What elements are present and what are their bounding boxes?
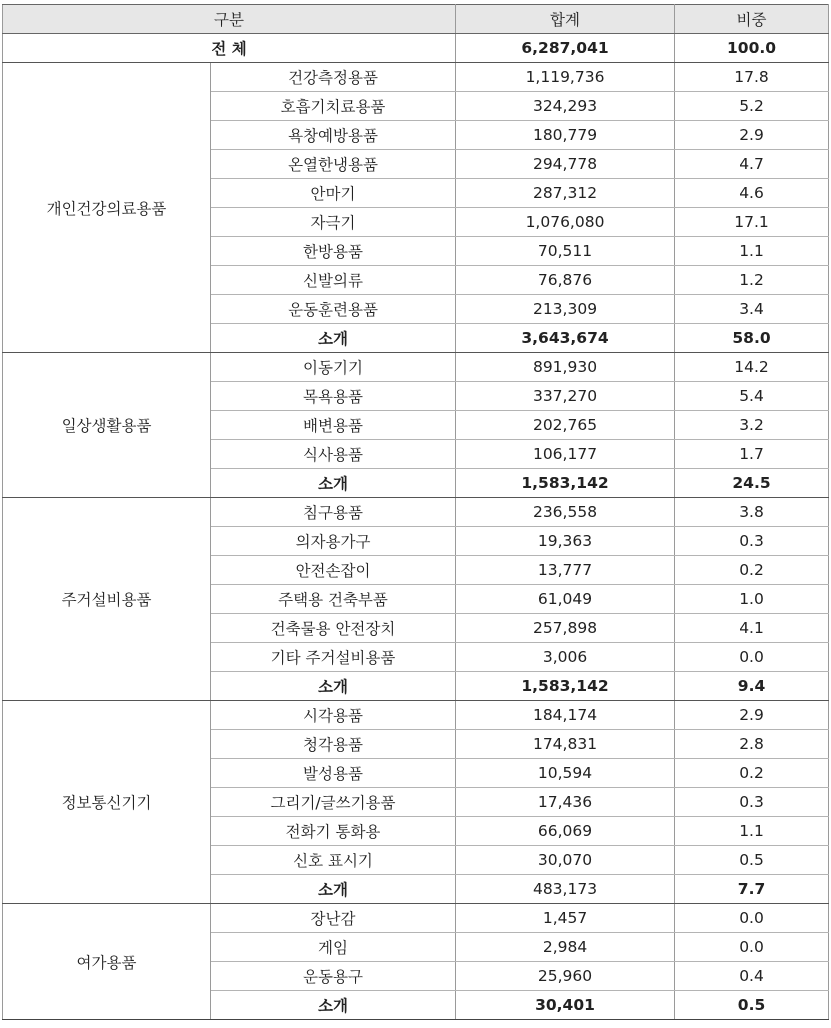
- item-name: 식사용품: [211, 440, 456, 469]
- item-share: 17.8: [675, 63, 829, 92]
- item-share: 2.9: [675, 701, 829, 730]
- item-total: 1,076,080: [456, 208, 675, 237]
- item-name: 욕창예방용품: [211, 121, 456, 150]
- item-total: 180,779: [456, 121, 675, 150]
- product-statistics-table: [2, 4, 829, 1020]
- item-name: 전화기 통화용: [211, 817, 456, 846]
- item-total: 25,960: [456, 962, 675, 991]
- item-total: 174,831: [456, 730, 675, 759]
- item-name: 청각용품: [211, 730, 456, 759]
- overall-label: 전 체: [3, 34, 456, 63]
- table-row: [3, 63, 829, 92]
- item-share: 17.1: [675, 208, 829, 237]
- header-category: 구분: [3, 5, 456, 34]
- item-name: 의자용가구: [211, 527, 456, 556]
- item-name: 침구용품: [211, 498, 456, 527]
- item-total: 324,293: [456, 92, 675, 121]
- item-share: 4.1: [675, 614, 829, 643]
- item-name: 호흡기치료용품: [211, 92, 456, 121]
- item-name: 운동훈련용품: [211, 295, 456, 324]
- subtotal-label: 소개: [211, 672, 456, 701]
- item-name: 시각용품: [211, 701, 456, 730]
- item-total: 30,070: [456, 846, 675, 875]
- item-total: 76,876: [456, 266, 675, 295]
- item-share: 5.2: [675, 92, 829, 121]
- subtotal-label: 소개: [211, 991, 456, 1020]
- item-total: 257,898: [456, 614, 675, 643]
- item-share: 1.2: [675, 266, 829, 295]
- item-total: 3,006: [456, 643, 675, 672]
- item-share: 0.0: [675, 643, 829, 672]
- item-total: 184,174: [456, 701, 675, 730]
- item-name: 이동기기: [211, 353, 456, 382]
- item-share: 0.0: [675, 904, 829, 933]
- item-share: 1.1: [675, 817, 829, 846]
- subtotal-label: 소개: [211, 324, 456, 353]
- item-total: 2,984: [456, 933, 675, 962]
- item-total: 61,049: [456, 585, 675, 614]
- item-share: 3.2: [675, 411, 829, 440]
- item-share: 0.3: [675, 788, 829, 817]
- item-total: 213,309: [456, 295, 675, 324]
- header-row: [3, 5, 829, 34]
- item-share: 0.5: [675, 846, 829, 875]
- item-name: 안마기: [211, 179, 456, 208]
- item-total: 287,312: [456, 179, 675, 208]
- item-share: 0.4: [675, 962, 829, 991]
- subtotal-share: 7.7: [675, 875, 829, 904]
- group-label: 주거설비용품: [3, 498, 211, 701]
- item-name: 자극기: [211, 208, 456, 237]
- subtotal-label: 소개: [211, 875, 456, 904]
- item-name: 그리기/글쓰기용품: [211, 788, 456, 817]
- subtotal-total: 483,173: [456, 875, 675, 904]
- item-share: 0.2: [675, 759, 829, 788]
- item-total: 106,177: [456, 440, 675, 469]
- overall-share: 100.0: [675, 34, 829, 63]
- item-name: 운동용구: [211, 962, 456, 991]
- subtotal-total: 1,583,142: [456, 672, 675, 701]
- item-share: 0.3: [675, 527, 829, 556]
- item-name: 배변용품: [211, 411, 456, 440]
- table-row: [3, 701, 829, 730]
- item-share: 4.6: [675, 179, 829, 208]
- item-share: 1.0: [675, 585, 829, 614]
- subtotal-share: 58.0: [675, 324, 829, 353]
- overall-total-row: [3, 34, 829, 63]
- group-label: 일상생활용품: [3, 353, 211, 498]
- item-name: 온열한냉용품: [211, 150, 456, 179]
- item-name: 게임: [211, 933, 456, 962]
- item-total: 891,930: [456, 353, 675, 382]
- item-share: 14.2: [675, 353, 829, 382]
- item-total: 1,119,736: [456, 63, 675, 92]
- item-share: 2.9: [675, 121, 829, 150]
- item-total: 202,765: [456, 411, 675, 440]
- item-name: 발성용품: [211, 759, 456, 788]
- item-share: 5.4: [675, 382, 829, 411]
- group-label: 정보통신기기: [3, 701, 211, 904]
- item-name: 장난감: [211, 904, 456, 933]
- item-total: 13,777: [456, 556, 675, 585]
- header-total: 합계: [456, 5, 675, 34]
- item-name: 안전손잡이: [211, 556, 456, 585]
- item-total: 19,363: [456, 527, 675, 556]
- item-name: 신호 표시기: [211, 846, 456, 875]
- subtotal-total: 3,643,674: [456, 324, 675, 353]
- subtotal-share: 9.4: [675, 672, 829, 701]
- item-name: 건강측정용품: [211, 63, 456, 92]
- overall-total: 6,287,041: [456, 34, 675, 63]
- item-share: 3.4: [675, 295, 829, 324]
- item-name: 목욕용품: [211, 382, 456, 411]
- item-total: 294,778: [456, 150, 675, 179]
- table-row: [3, 353, 829, 382]
- subtotal-share: 24.5: [675, 469, 829, 498]
- item-total: 17,436: [456, 788, 675, 817]
- subtotal-total: 30,401: [456, 991, 675, 1020]
- item-name: 신발의류: [211, 266, 456, 295]
- item-share: 1.7: [675, 440, 829, 469]
- item-share: 0.0: [675, 933, 829, 962]
- item-share: 3.8: [675, 498, 829, 527]
- item-share: 1.1: [675, 237, 829, 266]
- item-share: 2.8: [675, 730, 829, 759]
- item-share: 0.2: [675, 556, 829, 585]
- item-share: 4.7: [675, 150, 829, 179]
- item-total: 1,457: [456, 904, 675, 933]
- item-name: 기타 주거설비용품: [211, 643, 456, 672]
- subtotal-total: 1,583,142: [456, 469, 675, 498]
- item-total: 66,069: [456, 817, 675, 846]
- item-name: 건축물용 안전장치: [211, 614, 456, 643]
- table-row: [3, 498, 829, 527]
- group-label: 개인건강의료용품: [3, 63, 211, 353]
- subtotal-label: 소개: [211, 469, 456, 498]
- item-name: 주택용 건축부품: [211, 585, 456, 614]
- group-label: 여가용품: [3, 904, 211, 1020]
- item-name: 한방용품: [211, 237, 456, 266]
- header-share: 비중: [675, 5, 829, 34]
- item-total: 70,511: [456, 237, 675, 266]
- subtotal-share: 0.5: [675, 991, 829, 1020]
- table-row: [3, 904, 829, 933]
- item-total: 337,270: [456, 382, 675, 411]
- item-total: 10,594: [456, 759, 675, 788]
- item-total: 236,558: [456, 498, 675, 527]
